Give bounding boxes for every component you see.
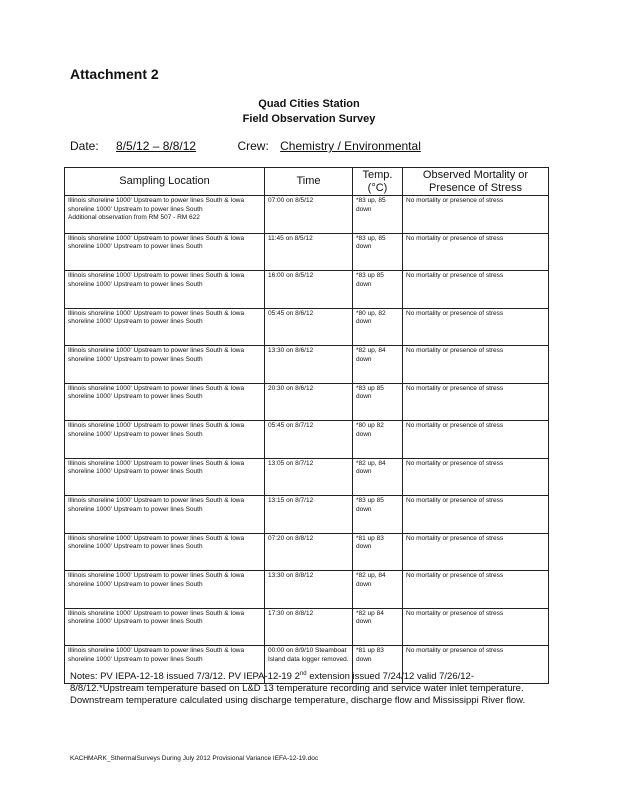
observation-cell-text: No mortality or presence of stress xyxy=(406,422,504,429)
location-cell xyxy=(65,458,265,496)
location-cell-text: Illinois shoreline 1000' Upstream to power lines South & Iowa shoreline 1000' Upstream to power lines South xyxy=(68,497,245,513)
temp-cell-text: *80 up, 82 down xyxy=(356,309,386,326)
time-cell xyxy=(265,421,353,459)
table-row xyxy=(65,458,549,496)
observation-cell xyxy=(403,383,549,421)
temp-cell xyxy=(353,571,403,609)
table-row xyxy=(65,496,549,534)
temp-cell xyxy=(353,458,403,496)
table-row xyxy=(65,571,549,609)
notes-text: Notes: PV IEPA-12-18 issued 7/3/12. PV IEPA-12-19 2 xyxy=(70,671,300,682)
time-cell xyxy=(265,233,353,271)
location-cell-text: Illinois shoreline 1000' Upstream to power lines South & Iowa shoreline 1000' Upstream to power lines South xyxy=(68,272,245,288)
location-cell-text: Illinois shoreline 1000' Upstream to power lines South & Iowa shoreline 1000' Upstream to power lines South xyxy=(68,534,245,551)
table-row xyxy=(65,346,549,384)
time-cell xyxy=(265,271,353,309)
temp-cell-text: *82 up, 84 down xyxy=(356,459,386,476)
observation-cell-text: No mortality or presence of stress xyxy=(406,572,504,579)
observation-cell xyxy=(403,421,549,459)
observation-cell-text: No mortality or presence of stress xyxy=(406,647,504,654)
time-cell xyxy=(265,346,353,384)
observation-cell xyxy=(403,271,549,309)
temp-cell-text: *83 up 85 down xyxy=(356,272,384,288)
observation-cell xyxy=(403,608,549,646)
notes-text-cont: extension issued 7/24/12 valid 7/26/12-8/8/12.*Upstream temperature based on L&D 13 temperature recording and service water inlet temperature. Downstream temperature calculated using discharge temperature, discharge flow and Mississippi River flow. xyxy=(70,671,526,707)
time-cell xyxy=(265,496,353,534)
observation-cell xyxy=(403,571,549,609)
location-cell-text: Illinois shoreline 1000' Upstream to power lines South & Iowa shoreline 1000' Upstream to power lines South xyxy=(68,459,245,476)
time-cell-text: 05:45 on 8/7/12 xyxy=(268,422,314,429)
temp-cell xyxy=(353,496,403,534)
time-cell-text: 11:45 on 8/5/12 xyxy=(268,234,313,242)
observation-cell-text: No mortality or presence of stress xyxy=(406,497,504,504)
column-header-location: Sampling Location xyxy=(65,168,265,196)
observation-cell xyxy=(403,533,549,571)
time-cell-text: 17:30 on 8/8/12 xyxy=(268,609,314,617)
temp-cell-text: *83 up, 85 down xyxy=(356,197,386,213)
time-cell-text: 16:00 on 8/5/12 xyxy=(268,272,314,279)
table-body xyxy=(65,196,549,684)
notes-superscript: nd xyxy=(299,670,307,677)
temp-cell-text: *82 up, 84 down xyxy=(356,347,386,363)
temp-cell-text: *83 up, 85 down xyxy=(356,234,386,251)
temp-cell xyxy=(353,233,403,271)
table-row xyxy=(65,271,549,309)
temp-cell xyxy=(353,271,403,309)
observation-cell-text: No mortality or presence of stress xyxy=(406,534,504,542)
time-cell-text: 13:05 on 8/7/12 xyxy=(268,459,314,467)
table-row xyxy=(65,308,549,346)
crew-label: Crew: xyxy=(237,139,269,153)
temp-cell xyxy=(353,608,403,646)
time-cell-text: 20:30 on 8/6/12 xyxy=(268,384,314,392)
location-cell-text: Illinois shoreline 1000' Upstream to power lines South & Iowa shoreline 1000' Upstream to power lines South xyxy=(68,347,245,363)
location-cell-text: Illinois shoreline 1000' Upstream to power lines South & Iowa shoreline 1000' Upstream to power lines South xyxy=(68,572,245,588)
column-header-temp: Temp. (°C) xyxy=(353,168,403,196)
time-cell xyxy=(265,533,353,571)
time-cell xyxy=(265,196,353,234)
time-cell-text: 07:00 on 8/5/12 xyxy=(268,197,314,204)
temp-cell-text: *83 up 85 down xyxy=(356,497,384,513)
document-header xyxy=(0,97,618,127)
time-cell xyxy=(265,608,353,646)
observation-cell-text: No mortality or presence of stress xyxy=(406,309,504,317)
table-row xyxy=(65,233,549,271)
location-cell xyxy=(65,196,265,234)
location-cell xyxy=(65,421,265,459)
time-cell xyxy=(265,458,353,496)
table-row xyxy=(65,383,549,421)
survey-meta xyxy=(70,139,421,153)
temp-cell xyxy=(353,346,403,384)
time-cell-text: 07:20 on 8/8/12 xyxy=(268,534,314,542)
location-cell-text: Illinois shoreline 1000' Upstream to power lines South & Iowa shoreline 1000' Upstream to power lines South xyxy=(68,197,245,213)
crew-value: Chemistry / Environmental xyxy=(280,139,421,153)
observation-cell xyxy=(403,346,549,384)
observation-cell xyxy=(403,196,549,234)
time-cell-text: 13:30 on 8/8/12 xyxy=(268,572,314,579)
location-cell xyxy=(65,533,265,571)
temp-cell xyxy=(353,308,403,346)
location-cell xyxy=(65,571,265,609)
observation-cell-text: No mortality or presence of stress xyxy=(406,459,504,467)
time-cell-text: 05:45 on 8/6/12 xyxy=(268,309,314,317)
observation-cell xyxy=(403,458,549,496)
attachment-title: Attachment 2 xyxy=(70,66,159,82)
observation-cell xyxy=(403,308,549,346)
location-cell-text: Illinois shoreline 1000' Upstream to power lines South & Iowa shoreline 1000' Upstream to power lines South xyxy=(68,309,245,326)
time-cell-text: 00:00 on 8/9/10 Steamboat Island data logger removed. xyxy=(268,647,349,663)
temp-cell-text: *80 up 82 down xyxy=(356,422,384,438)
temp-cell xyxy=(353,383,403,421)
observation-table xyxy=(64,167,549,684)
observation-cell-text: No mortality or presence of stress xyxy=(406,197,504,204)
location-cell-text: Illinois shoreline 1000' Upstream to power lines South & Iowa shoreline 1000' Upstream to power lines South xyxy=(68,609,245,626)
notes xyxy=(70,671,534,708)
file-path-footer: KACHMARK_SthermalSurveys During July 2012 Provisional Variance IEFA-12-19.doc xyxy=(70,755,319,762)
column-header-time: Time xyxy=(265,168,353,196)
temp-cell xyxy=(353,421,403,459)
survey-title: Field Observation Survey xyxy=(242,113,376,125)
location-cell xyxy=(65,383,265,421)
observation-cell-text: No mortality or presence of stress xyxy=(406,609,504,617)
table-row xyxy=(65,196,549,234)
observation-cell-text: No mortality or presence of stress xyxy=(406,234,504,242)
time-cell-text: 13:30 on 8/6/12 xyxy=(268,347,314,354)
location-cell xyxy=(65,608,265,646)
location-cell xyxy=(65,233,265,271)
observation-cell xyxy=(403,233,549,271)
station-name: Quad Cities Station xyxy=(258,98,360,110)
table-header-row xyxy=(65,168,549,196)
time-cell xyxy=(265,571,353,609)
date-label: Date: xyxy=(70,139,99,153)
table-row xyxy=(65,608,549,646)
time-cell-text: 13:15 on 8/7/12 xyxy=(268,497,314,504)
date-value: 8/5/12 – 8/8/12 xyxy=(116,139,197,153)
temp-cell-text: *81 up 83 down xyxy=(356,534,384,551)
location-cell-text: Illinois shoreline 1000' Upstream to power lines South & Iowa shoreline 1000' Upstream to power lines South xyxy=(68,422,245,438)
column-header-observation: Observed Mortality or Presence of Stress xyxy=(403,168,549,196)
observation-cell-text: No mortality or presence of stress xyxy=(406,384,504,392)
location-cell-text: Illinois shoreline 1000' Upstream to power lines South & Iowa shoreline 1000' Upstream to power lines South xyxy=(68,384,245,401)
temp-cell-text: *81 up 83 down xyxy=(356,647,384,663)
location-cell xyxy=(65,496,265,534)
temp-cell-text: *83 up 85 down xyxy=(356,384,384,401)
temp-cell xyxy=(353,533,403,571)
time-cell xyxy=(265,383,353,421)
temp-cell-text: *82 up, 84 down xyxy=(356,572,386,588)
temp-cell-text: *82 up 84 down xyxy=(356,609,384,626)
table-row xyxy=(65,533,549,571)
additional-observation-note: Additional observation from RM 507 - RM 622 xyxy=(68,214,200,222)
temp-cell xyxy=(353,196,403,234)
observation-cell xyxy=(403,496,549,534)
location-cell xyxy=(65,271,265,309)
observation-cell-text: No mortality or presence of stress xyxy=(406,347,504,354)
location-cell-text: Illinois shoreline 1000' Upstream to power lines South & Iowa shoreline 1000' Upstream to power lines South xyxy=(68,647,245,663)
observation-cell-text: No mortality or presence of stress xyxy=(406,272,504,279)
location-cell-text: Illinois shoreline 1000' Upstream to power lines South & Iowa shoreline 1000' Upstream to power lines South xyxy=(68,234,245,251)
time-cell xyxy=(265,308,353,346)
location-cell xyxy=(65,308,265,346)
location-cell xyxy=(65,346,265,384)
table-row xyxy=(65,421,549,459)
